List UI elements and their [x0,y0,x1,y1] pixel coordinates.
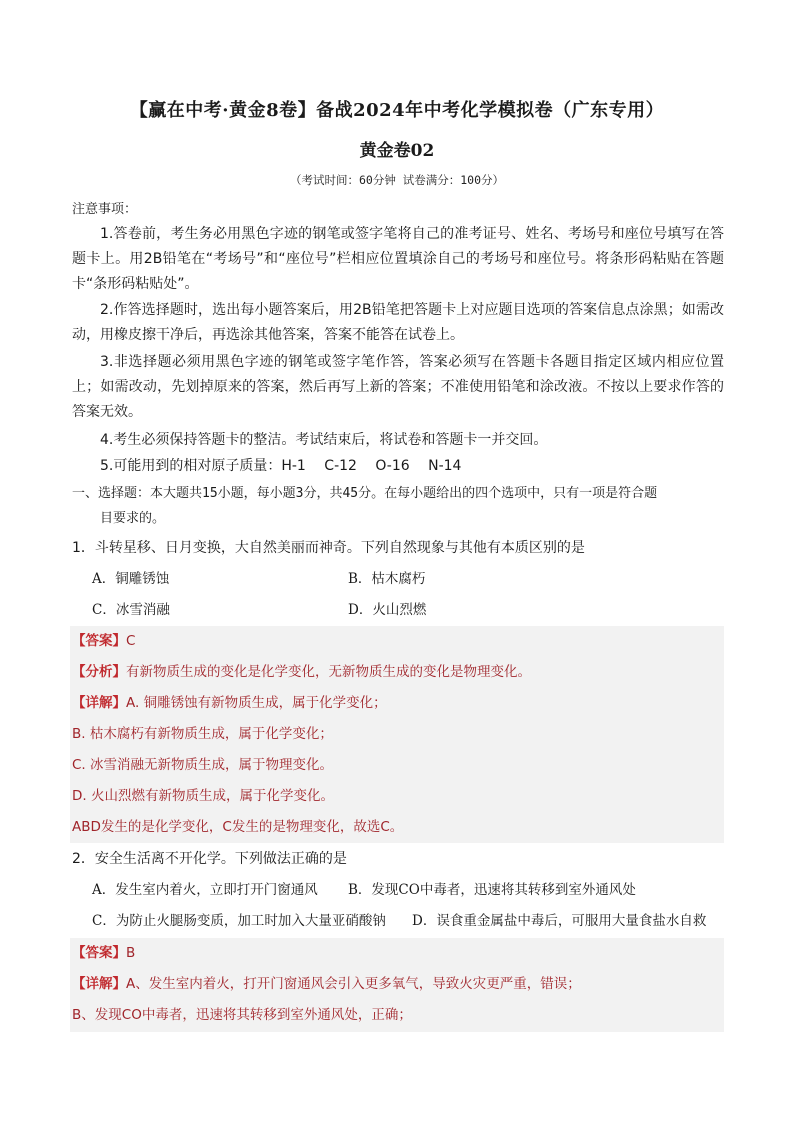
q2-detail-2: B、发现CO中毒者，迅速将其转移到室外通风处，正确； [72,1007,412,1023]
detail-text: A. 铜雕锈蚀有新物质生成，属于化学变化； [126,695,387,711]
section-heading-line1: 一、选择题：本大题共15小题，每小题3分，共45分。在每小题给出的四个选项中，只有一项是符合题 [72,486,658,501]
q1-detail-3: C. 冰雪消融无新物质生成，属于物理变化。 [72,757,334,773]
q2-option-c: C．为防止火腿肠变质，加工时加入大量亚硝酸钠 [92,913,386,929]
q1-detail-1 [72,691,722,716]
section-heading-line2: 目要求的。 [100,511,166,526]
question-2 [72,847,724,872]
section-heading [72,481,724,531]
q1-option-d: D．火山烈燃 [348,602,427,618]
note-item-5: 5.可能用到的相对原子质量：H-1 C-12 O-16 N-14 [100,458,462,474]
detail-tag: 【详解】 [72,695,126,711]
detail-tag: 【详解】 [72,976,126,992]
analysis-text: 有新物质生成的变化是化学变化，无新物质生成的变化是物理变化。 [126,664,531,680]
q1-option-c: C．冰雪消融 [92,602,170,618]
q1-answer [72,629,722,654]
answer-tag: 【答案】 [72,633,126,649]
note-item-3: 3.非选择题必须用黑色字迹的钢笔或签字笔作答，答案必须写在答题卡各题目指定区域内相应位置上；如需改动，先划掉原来的答案，然后再写上新的答案；不准使用铅笔和涂改液。不按以上要求作答的答案无效。 [72,354,724,420]
question-2-stem: 2．安全生活离不开化学。下列做法正确的是 [72,851,347,867]
answer-tag: 【答案】 [72,945,126,961]
question-1-stem: 1．斗转星移、日月变换，大自然美丽而神奇。下列自然现象与其他有本质区别的是 [72,540,585,556]
answer-value: B [126,945,136,961]
q2-option-b: B．发现CO中毒者，迅速将其转移到室外通风处 [348,882,636,898]
q2-option-d: D．误食重金属盐中毒后，可服用大量食盐水自救 [412,913,707,929]
q1-analysis [72,660,722,685]
note-item-2: 2.作答选择题时，选出每小题答案后，用2B铅笔把答题卡上对应题目选项的答案信息点涂黑；如需改动，用橡皮擦干净后，再选涂其他答案，答案不能答在试卷上。 [72,302,724,343]
note-item-1: 1.答卷前，考生务必用黑色字迹的钢笔或签字笔将自己的准考证号、姓名、考场号和座位号填写在答题卡上。用2B铅笔在“考场号”和“座位号”栏相应位置填涂自己的考场号和座位号。将条形码粘贴在答题卡“条形码粘贴处”。 [72,226,724,292]
exam-info: （考试时间：60分钟 试卷满分：100分） [289,173,505,187]
q1-option-a: A．铜雕锈蚀 [92,571,170,587]
q2-answer [72,941,722,966]
q2-detail-1 [72,972,722,997]
page-title: 【赢在中考·黄金8卷】备战2024年中考化学模拟卷（广东专用） [129,100,665,121]
q1-detail-5: ABD发生的是化学变化，C发生的是物理变化，故选C。 [72,819,404,835]
notes-heading: 注意事项： [72,202,138,217]
answer-value: C [126,633,136,649]
q1-option-b: B．枯木腐朽 [348,571,426,587]
question-1 [72,536,724,561]
paper-subtitle: 黄金卷02 [359,141,435,161]
note-item-4: 4.考生必须保持答题卡的整洁。考试结束后，将试卷和答题卡一并交回。 [100,432,548,448]
q1-detail-4: D. 火山烈燃有新物质生成，属于化学变化。 [72,788,334,804]
detail-text: A、发生室内着火，打开门窗通风会引入更多氧气，导致火灾更严重，错误； [126,976,581,992]
q1-detail-2: B. 枯木腐朽有新物质生成，属于化学变化； [72,726,333,742]
q2-option-a: A．发生室内着火，立即打开门窗通风 [92,882,318,898]
analysis-tag: 【分析】 [72,664,126,680]
